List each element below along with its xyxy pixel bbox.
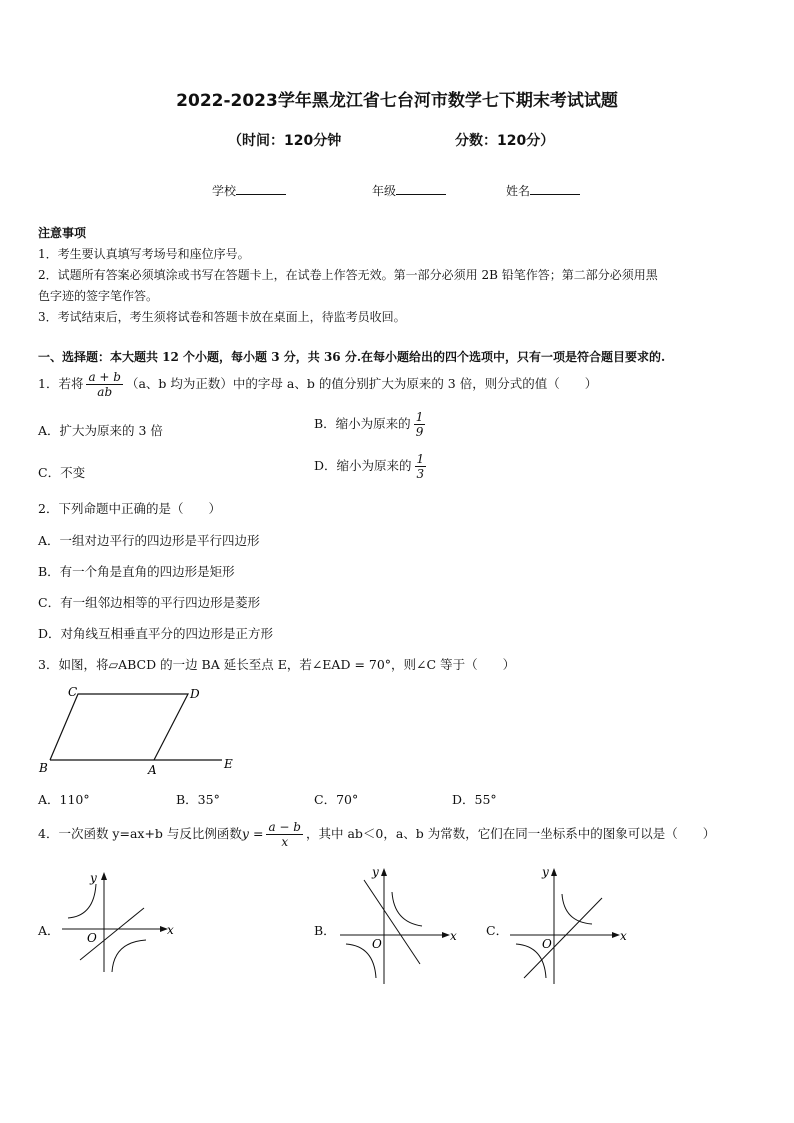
q1-frac-den: ab bbox=[97, 385, 113, 399]
q4-y-eq: y = bbox=[241, 826, 264, 841]
svg-text:x: x bbox=[620, 929, 627, 943]
q4-suffix: ，其中 ab＜0，a、b 为常数，它们在同一坐标系中的图象可以是（ ） bbox=[305, 826, 716, 841]
q1-frac-num: a + b bbox=[88, 370, 121, 384]
svg-text:O: O bbox=[542, 937, 552, 951]
note-item: 3．考试结束后，考生须将试卷和答题卡放在桌面上，待监考员收回。 bbox=[38, 310, 406, 324]
section-heading: 一、选择题：本大题共 12 个小题，每小题 3 分，共 36 分.在每小题给出的四个选项中，只有一项是符合题目要求的. bbox=[38, 350, 666, 364]
name-blank bbox=[530, 182, 580, 195]
question-2-stem: 2．下列命题中正确的是（ ） bbox=[38, 501, 221, 516]
svg-text:x: x bbox=[167, 923, 174, 937]
svg-text:y: y bbox=[90, 871, 97, 885]
exam-score: 分数：120分） bbox=[455, 133, 555, 149]
q4-prefix: 4．一次函数 y=ax+b 与反比例函数 bbox=[38, 826, 242, 841]
svg-text:y: y bbox=[542, 865, 549, 879]
note-item: 2．试题所有答案必须填涂或书写在答题卡上，在试卷上作答无效。第一部分必须用 2B 铅笔作答；第二部分必须用黑 bbox=[38, 268, 658, 282]
note-item: 1．考生要认真填写考场号和座位序号。 bbox=[38, 247, 250, 261]
q2-option-a: A．一组对边平行的四边形是平行四边形 bbox=[38, 533, 260, 548]
q1-option-d-fraction: $\frac{1}{3}$ bbox=[416, 452, 425, 481]
q4-option-a: A． bbox=[38, 923, 60, 938]
school-field bbox=[212, 182, 286, 199]
note-item: 色字迹的签字笔作答。 bbox=[38, 289, 159, 303]
q4-graph-b bbox=[334, 860, 464, 988]
q2-option-d: D．对角线互相垂直平分的四边形是正方形 bbox=[38, 626, 274, 641]
q3-option-d: D．55° bbox=[452, 792, 497, 807]
q3-option-a: A．110° bbox=[38, 792, 90, 807]
q4-fraction: $\frac{a - b}{x}$ bbox=[268, 820, 301, 849]
notes-heading: 注意事项 bbox=[38, 226, 87, 240]
q3-option-c: C．70° bbox=[314, 792, 359, 807]
q1-prefix: 1．若将 bbox=[38, 376, 84, 391]
q2-option-b: B．有一个角是直角的四边形是矩形 bbox=[38, 564, 235, 579]
label-d: D bbox=[190, 687, 200, 701]
svg-text:O: O bbox=[87, 931, 97, 945]
name-field bbox=[506, 182, 580, 199]
label-e: E bbox=[224, 757, 233, 771]
question-4-stem bbox=[38, 820, 715, 849]
q1-option-b-fraction: $\frac{1}{9}$ bbox=[415, 410, 424, 439]
q1-option-c: C．不变 bbox=[38, 465, 86, 480]
q4-option-c: C． bbox=[486, 923, 509, 938]
q1-suffix: （a、b 均为正数）中的字母 a、b 的值分别扩大为原来的 3 倍，则分式的值（ ） bbox=[125, 376, 598, 391]
label-a: A bbox=[148, 763, 157, 777]
grade-field bbox=[372, 182, 446, 199]
q4-option-b: B． bbox=[314, 923, 336, 938]
svg-text:x: x bbox=[450, 929, 457, 943]
label-c: C bbox=[68, 685, 78, 699]
q4-graph-a bbox=[58, 868, 178, 976]
grade-blank bbox=[396, 182, 446, 195]
q2-option-c: C．有一组邻边相等的平行四边形是菱形 bbox=[38, 595, 261, 610]
school-label: 学校 bbox=[212, 184, 237, 198]
q1-option-b-text: B．缩小为原来的 bbox=[314, 416, 411, 431]
parallelogram-figure bbox=[30, 682, 250, 778]
svg-text:O: O bbox=[372, 937, 382, 951]
question-3-stem: 3．如图，将▱ABCD 的一边 BA 延长至点 E，若∠EAD = 70°，则∠C 等于（ ） bbox=[38, 657, 516, 672]
svg-text:y: y bbox=[372, 865, 379, 879]
q1-option-d bbox=[314, 452, 429, 481]
exam-time: （时间：120分钟 bbox=[228, 133, 342, 149]
q1-option-b bbox=[314, 410, 428, 439]
name-label: 姓名 bbox=[506, 184, 531, 198]
grade-label: 年级 bbox=[372, 184, 397, 198]
q3-option-b: B．35° bbox=[176, 792, 220, 807]
q1-option-a: A．扩大为原来的 3 倍 bbox=[38, 423, 163, 438]
q1-fraction bbox=[86, 370, 123, 399]
school-blank bbox=[236, 182, 286, 195]
q4-graph-c bbox=[504, 860, 634, 988]
label-b: B bbox=[39, 761, 48, 775]
question-1-stem bbox=[38, 370, 597, 399]
page-title: 2022-2023学年黑龙江省七台河市数学七下期末考试试题 bbox=[176, 91, 618, 111]
q1-option-d-text: D．缩小为原来的 bbox=[314, 458, 412, 473]
